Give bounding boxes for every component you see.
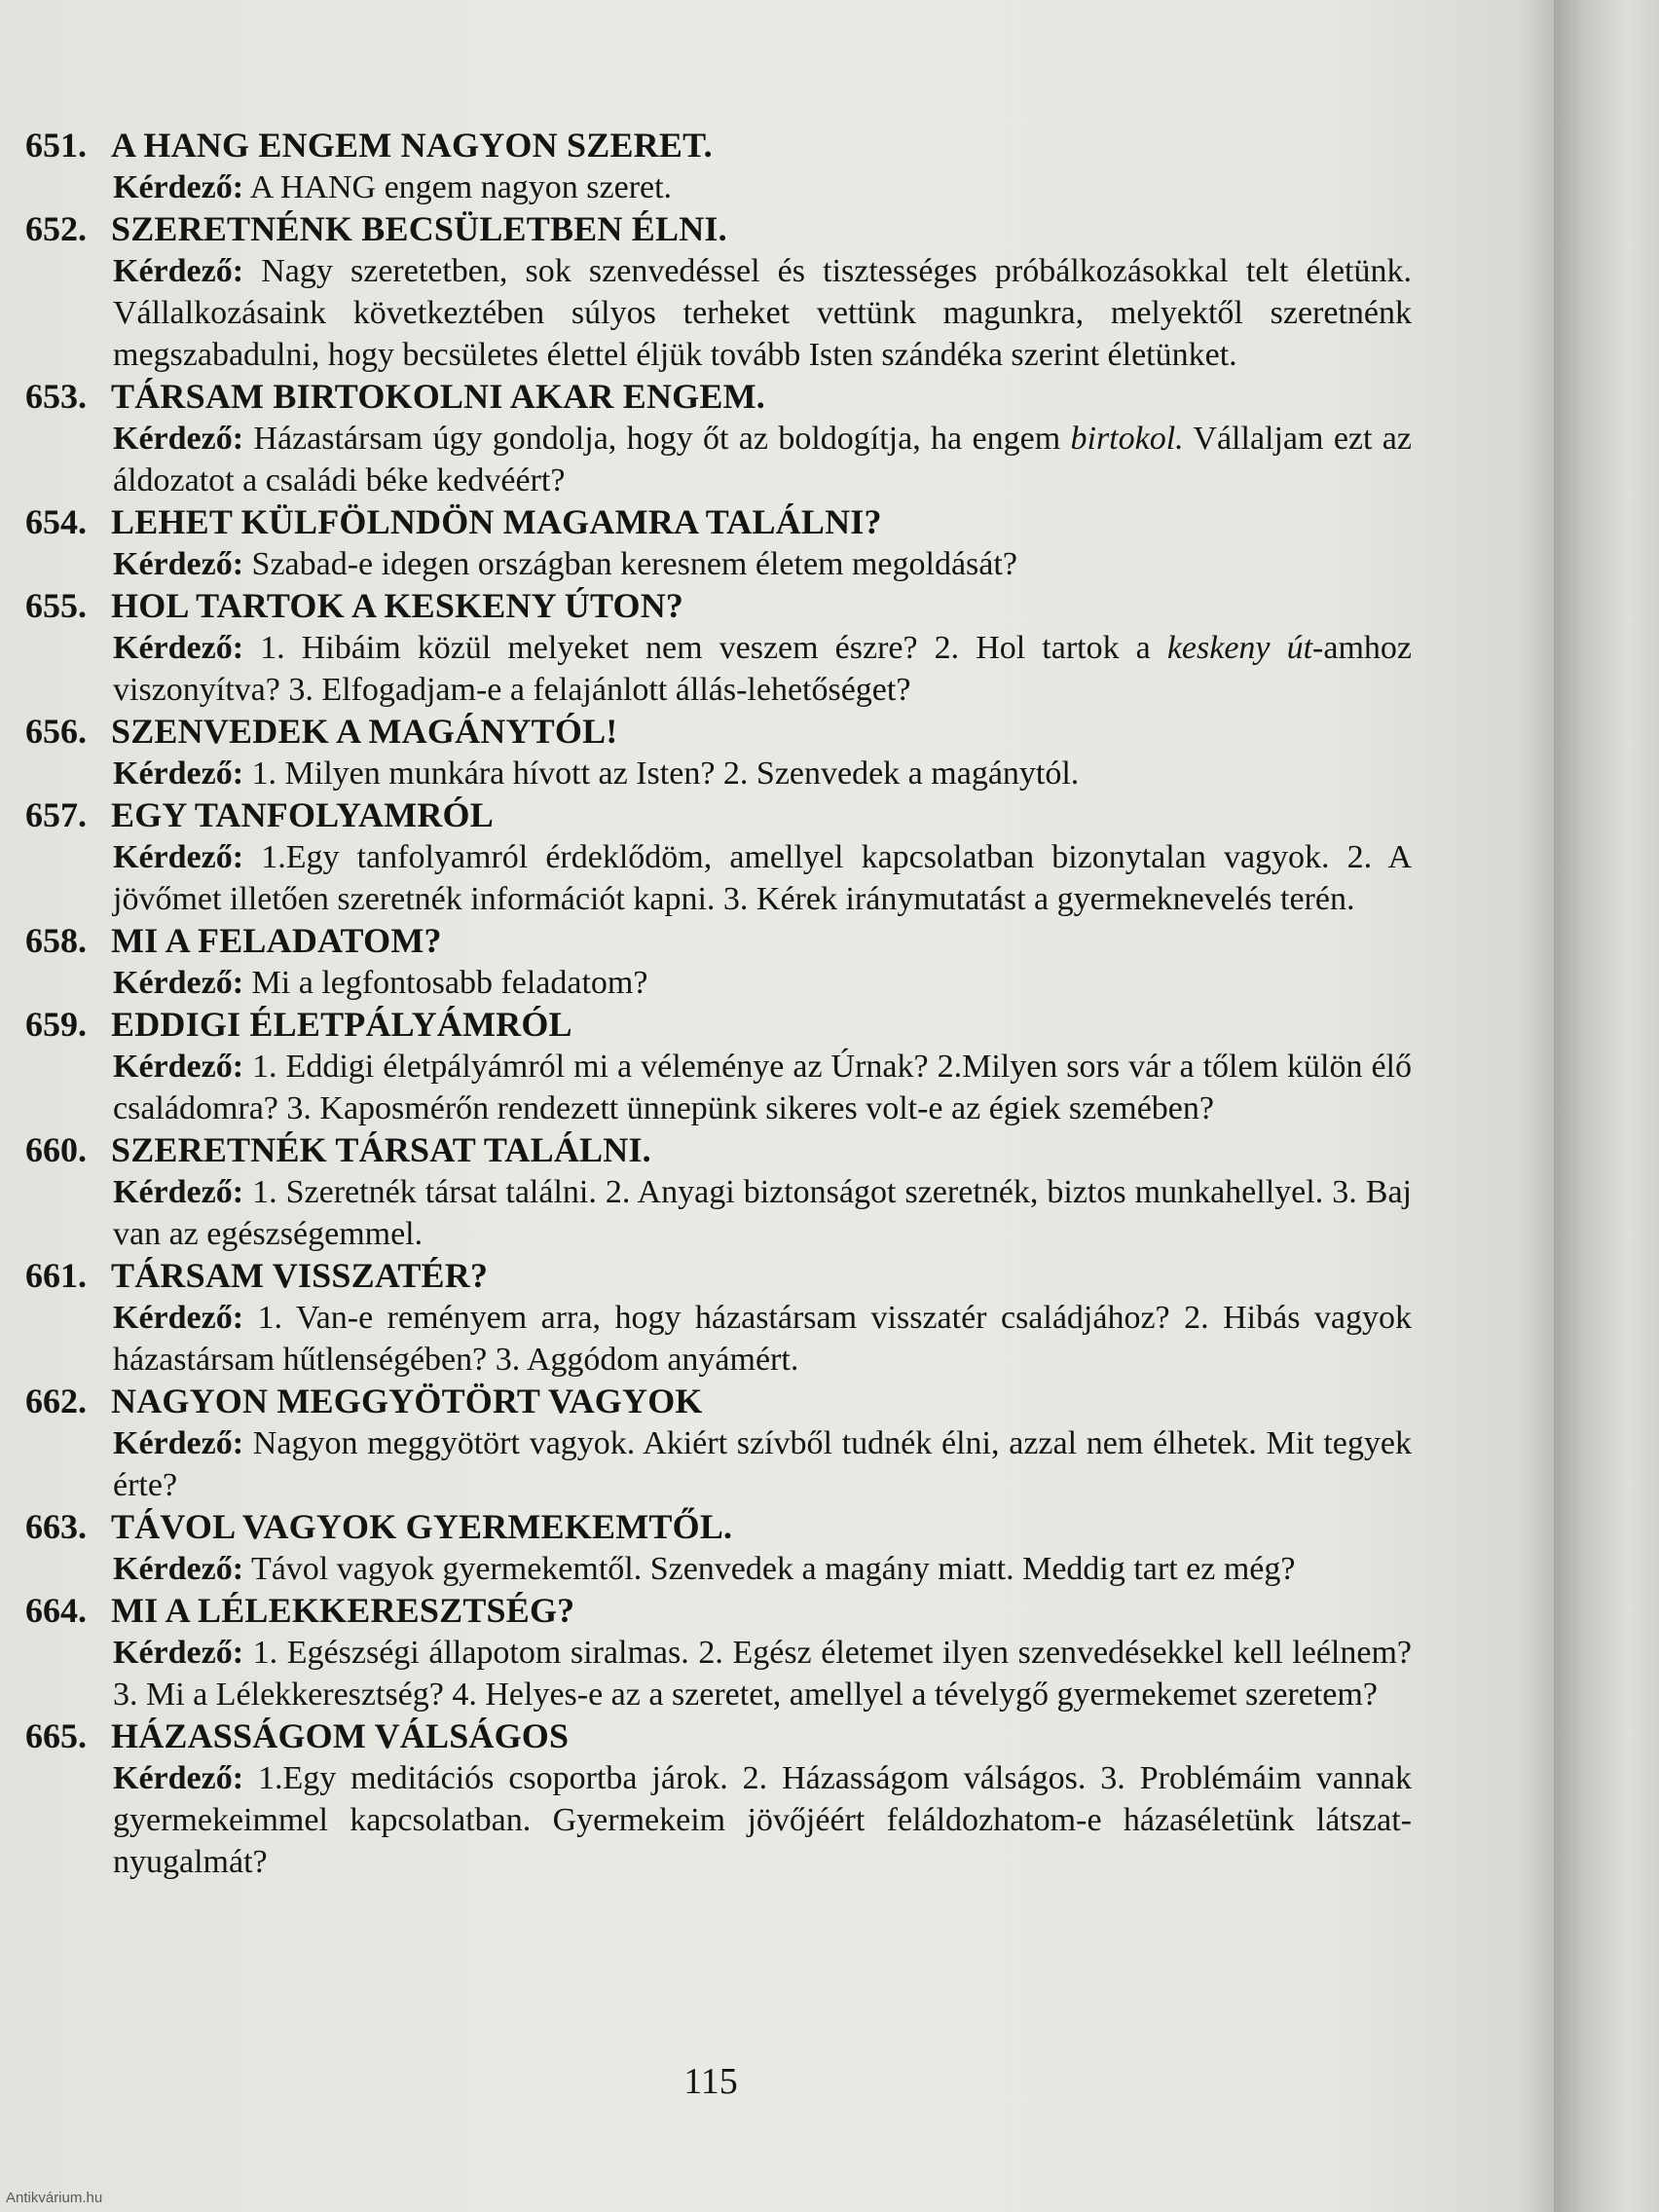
questioner-label: Kérdező: (113, 1174, 244, 1210)
emphasized-text: birtokol. (1070, 421, 1184, 457)
entry-title: SZENVEDEK A MAGÁNYTÓL! (111, 712, 618, 751)
entry-number: 658. (25, 921, 87, 960)
entry-665 (25, 1715, 1412, 1883)
entry-body: 1.Egy meditációs csoportba járok. 2. Házasságom válságos. 3. Problémáim vannak gyermekeimmel kapcsolatban. Gyermekeim jövőjéért feláldozhatom-e házaséletünk látszat-nyugalmát? (113, 1760, 1412, 1880)
entry-title: HOL TARTOK A KESKENY ÚTON? (111, 586, 684, 625)
page-edge-shadow (1519, 0, 1558, 2212)
entry-title: SZERETNÉK TÁRSAT TALÁLNI. (111, 1130, 651, 1169)
entry-body: Mi a legfontosabb feladatom? (251, 965, 648, 1001)
entry-body: 1. Eddigi életpályámról mi a véleménye az Úrnak? 2.Milyen sors vár a tőlem külön élő családomra? 3. Kaposmérőn rendezett ünnepünk sikeres volt-e az égiek szemében? (113, 1049, 1412, 1126)
entry-663 (25, 1506, 1388, 1590)
entry-657 (25, 794, 1412, 920)
page-number: 115 (683, 2061, 738, 2102)
entry-body: 1.Egy tanfolyamról érdeklődöm, amellyel kapcsolatban bizonytalan vagyok. 2. A jövőmet illetően szeretnék információt kapni. 3. Kérek iránymutatást a gyermeknevelés terén. (113, 839, 1412, 917)
entry-body: 1. Szeretnék társat találni. 2. Anyagi biztonságot szeretnék, biztos munkahellyel. 3. Baj van az egészségemmel. (113, 1174, 1413, 1252)
book-gutter (1554, 0, 1659, 2212)
entry-number: 654. (25, 502, 87, 541)
entry-655 (25, 585, 1412, 711)
entry-654 (25, 501, 1388, 585)
questioner-label: Kérdező: (113, 1635, 244, 1671)
entry-body: Szabad-e idegen országban keresnem életem megoldását? (251, 546, 1017, 582)
entry-659 (25, 1004, 1412, 1129)
questioner-label: Kérdező: (113, 1425, 244, 1461)
entry-661 (25, 1255, 1412, 1381)
entry-body-continued: Vállaljam ezt az áldozatot a családi béke kedvéért? (113, 421, 1412, 498)
questioner-label: Kérdező: (113, 1300, 244, 1336)
entry-662 (25, 1381, 1412, 1506)
entry-body: Nagyon meggyötört vagyok. Akiért szívből tudnék élni, azzal nem élhetek. Mit tegyek érte? (113, 1425, 1412, 1503)
questioner-label: Kérdező: (113, 839, 244, 875)
entry-title: MI A FELADATOM? (111, 921, 442, 960)
entry-body: Távol vagyok gyermekemtől. Szenvedek a magány miatt. Meddig tart ez még? (250, 1551, 1296, 1587)
entry-title: A HANG ENGEM NAGYON SZERET. (111, 126, 713, 165)
entry-title: TÁVOL VAGYOK GYERMEKEMTŐL. (111, 1507, 733, 1546)
entry-number: 661. (25, 1256, 87, 1295)
entry-number: 662. (25, 1382, 87, 1420)
entry-title: MI A LÉLEKKERESZTSÉG? (111, 1591, 575, 1630)
entry-title: TÁRSAM VISSZATÉR? (111, 1256, 489, 1295)
questioner-label: Kérdező: (113, 169, 244, 205)
entry-title: LEHET KÜLFÖLNDÖN MAGAMRA TALÁLNI? (111, 502, 882, 541)
entry-number: 657. (25, 795, 87, 834)
entry-number: 659. (25, 1005, 87, 1044)
entry-body: A HANG engem nagyon szeret. (249, 169, 673, 205)
entry-title: HÁZASSÁGOM VÁLSÁGOS (111, 1716, 570, 1755)
entry-body: 1. Hibáim közül melyeket nem veszem észre? 2. Hol tartok a (260, 630, 1167, 666)
entry-title: EGY TANFOLYAMRÓL (111, 795, 494, 834)
entry-number: 665. (25, 1716, 87, 1755)
questioner-label: Kérdező: (113, 630, 244, 666)
entry-body: Házastársam úgy gondolja, hogy őt az boldogítja, ha engem (253, 421, 1071, 457)
questioner-label: Kérdező: (113, 546, 244, 582)
entry-number: 653. (25, 377, 87, 416)
entry-660 (25, 1129, 1413, 1255)
entry-664 (25, 1590, 1412, 1715)
entry-title: EDDIGI ÉLETPÁLYÁMRÓL (111, 1005, 572, 1044)
entry-number: 651. (25, 126, 87, 165)
emphasized-text: keskeny út- (1166, 630, 1324, 666)
entry-number: 663. (25, 1507, 87, 1546)
watermark: Antikvárium.hu (6, 2190, 103, 2206)
entry-number: 652. (25, 209, 87, 248)
entry-number: 664. (25, 1591, 87, 1630)
questioner-label: Kérdező: (113, 1551, 244, 1587)
entry-list (25, 125, 1413, 1883)
entry-656 (25, 711, 1388, 794)
entry-title: SZERETNÉNK BECSÜLETBEN ÉLNI. (111, 209, 727, 248)
entry-body: 1. Van-e reményem arra, hogy házastársam visszatér családjához? 2. Hibás vagyok házastársam hűtlenségében? 3. Aggódom anyámért. (113, 1300, 1412, 1378)
entry-body: 1. Egészségi állapotom siralmas. 2. Egész életemet ilyen szenvedésekkel kell leélnem? 3. Mi a Lélekkeresztség? 4. Helyes-e az a szeretet, amellyel a tévelygő gyermekemet szeretem? (113, 1635, 1412, 1713)
entry-title: NAGYON MEGGYÖTÖRT VAGYOK (111, 1382, 703, 1420)
entry-653 (25, 376, 1412, 501)
entry-number: 656. (25, 712, 87, 751)
entry-number: 660. (25, 1130, 87, 1169)
entry-number: 655. (25, 586, 87, 625)
questioner-label: Kérdező: (113, 253, 244, 289)
questioner-label: Kérdező: (113, 1049, 244, 1085)
questioner-label: Kérdező: (113, 756, 244, 792)
entry-body-continued: amhoz viszonyítva? 3. Elfogadjam-e a felajánlott állás-lehetőséget? (113, 630, 1412, 708)
entry-title: TÁRSAM BIRTOKOLNI AKAR ENGEM. (111, 377, 765, 416)
entry-651 (25, 125, 1388, 208)
entry-body: Nagy szeretetben, sok szenvedéssel és tisztességes próbálkozásokkal telt életünk. Vállalkozásaink következtében súlyos terheket vettünk magunkra, melyektől szeretnénk megszabadulni, hogy becsületes élettel éljük tovább Isten szándéka szerint életünket. (113, 253, 1413, 373)
entry-652 (25, 208, 1413, 376)
questioner-label: Kérdező: (113, 1760, 244, 1796)
questioner-label: Kérdező: (113, 965, 244, 1001)
entry-658 (25, 920, 1388, 1004)
questioner-label: Kérdező: (113, 421, 244, 457)
entry-body: 1. Milyen munkára hívott az Isten? 2. Szenvedek a magánytól. (251, 756, 1080, 792)
